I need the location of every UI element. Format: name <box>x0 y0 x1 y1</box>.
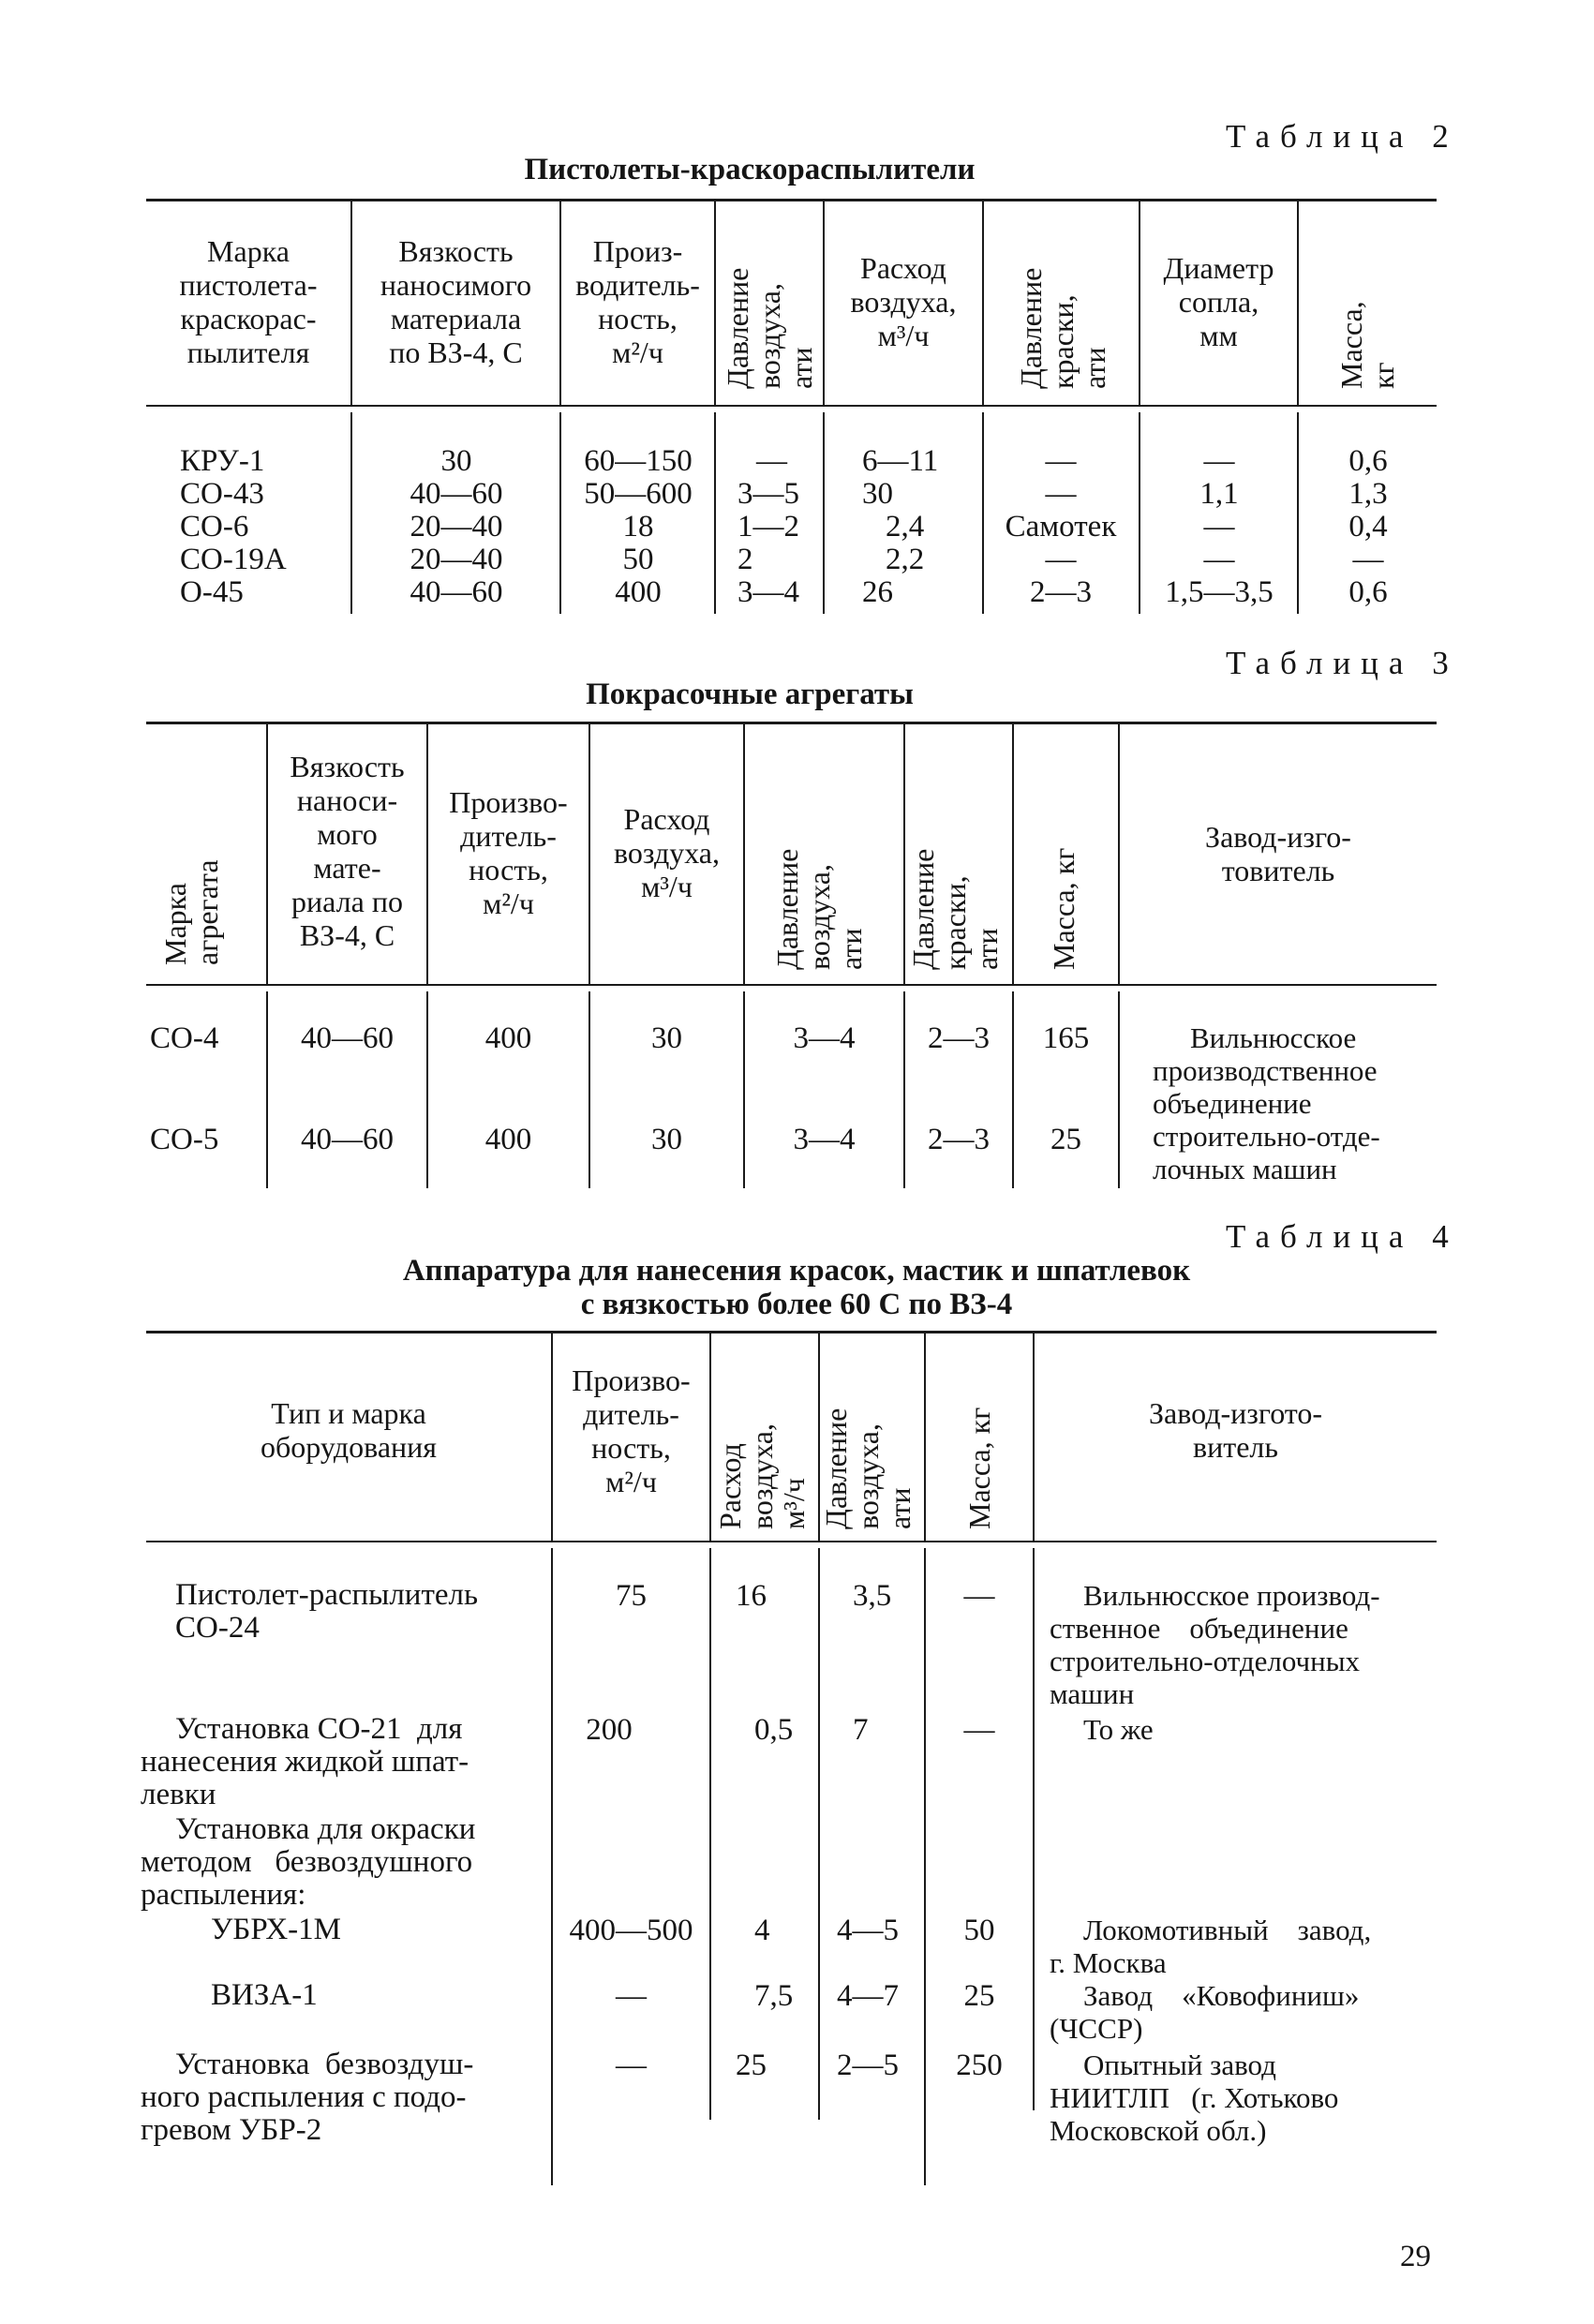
table3-top-rule <box>146 722 1437 724</box>
table2-col-divider <box>559 412 561 614</box>
table3-header-mark: Марка агрегата <box>158 859 224 965</box>
table-cell: 400 <box>615 575 662 609</box>
table-cell: — <box>616 1979 647 2013</box>
table-cell: 40—60 <box>301 1021 394 1055</box>
table-cell: 2—3 <box>928 1021 990 1055</box>
table4-header-rule <box>146 1541 1437 1542</box>
table-cell: 50 <box>622 543 654 576</box>
table3-maker-text: Вильнюсское производственное объединение строительно-отде- лочных машин <box>1153 1021 1380 1185</box>
table-cell: 3—4 <box>737 575 799 609</box>
table-cell: СО-43 <box>180 477 264 511</box>
table2-top-rule <box>146 199 1437 201</box>
table-cell: 18 <box>622 510 654 544</box>
table4-col-divider <box>924 1548 926 2185</box>
table-cell: — <box>756 444 787 478</box>
table3-header-air-flow: Расход воздуха, м³/ч <box>613 802 720 903</box>
table2-col-divider <box>714 412 716 614</box>
table-cell: 40—60 <box>301 1123 394 1156</box>
table4-row-name: УБРХ-1М <box>211 1913 341 1946</box>
table2-header-rule <box>146 405 1437 407</box>
table3-title: Покрасочные агрегаты <box>586 678 914 711</box>
table-cell: 3—4 <box>793 1021 856 1055</box>
table-cell: 3—4 <box>793 1123 856 1156</box>
table-cell: — <box>1045 477 1077 511</box>
table2-col-paint-pressure <box>986 445 1136 609</box>
table4-header-air-pressure: Давление воздуха, ати <box>819 1408 916 1529</box>
table2-header-air-flow: Расход воздуха, м³/ч <box>850 251 957 352</box>
table4-col-divider <box>551 1548 553 2185</box>
table-cell: 25 <box>736 2048 767 2082</box>
table-cell: 2 <box>737 543 753 576</box>
table2-header-air-pressure: Давление воздуха, ати <box>721 267 818 389</box>
table-cell: 2,2 <box>886 543 925 576</box>
page-number: 29 <box>1400 2240 1431 2273</box>
table-cell: 25 <box>1050 1123 1081 1156</box>
table-cell: 1,1 <box>1199 477 1239 511</box>
table3-label: Таблица 3 <box>1226 645 1459 681</box>
table-cell: СО-5 <box>150 1123 219 1156</box>
table-cell: — <box>1203 510 1235 544</box>
table-cell: 1—2 <box>737 510 799 544</box>
table-cell: Самотек <box>1005 510 1117 544</box>
table4-col-divider <box>924 1333 926 1541</box>
table2-col-mark <box>180 445 349 609</box>
table4-row-maker: Локомотивный завод, г. Москва <box>1050 1914 1372 1979</box>
table4-row-maker: Вильнюсское производ- ственное объединение строительно-отделочных машин <box>1050 1579 1380 1710</box>
table-cell: 30 <box>862 477 893 511</box>
table4-header-mass: Масса, кг <box>962 1407 996 1529</box>
table4-col-divider <box>709 1548 711 2120</box>
table3-header-viscosity: Вязкость наноси- мого мате- риала по ВЗ-4, С <box>290 750 405 952</box>
table-cell: СО-19А <box>180 543 287 576</box>
table3-col-divider <box>1118 991 1120 1188</box>
table-cell: 4 <box>754 1914 770 1947</box>
table2-col-divider <box>1297 201 1299 405</box>
table-cell: — <box>963 1713 995 1747</box>
table-cell: 20—40 <box>410 543 503 576</box>
table-cell: 200 <box>586 1713 633 1747</box>
table-cell: — <box>616 2048 647 2082</box>
table-cell: 400 <box>484 1123 532 1156</box>
table-cell: 2,4 <box>886 510 925 544</box>
table-cell: 3—5 <box>737 477 799 511</box>
table4-col-divider <box>709 1333 711 1541</box>
table-cell: 30 <box>651 1123 682 1156</box>
table-cell: 25 <box>963 1979 995 2013</box>
table-cell: 250 <box>956 2048 1003 2082</box>
table4-header-productivity: Произво- дитель- ность, м²/ч <box>572 1363 691 1498</box>
table-cell: СО-6 <box>180 510 249 544</box>
table-cell: 0,6 <box>1348 444 1388 478</box>
table2-title: Пистолеты-краскораспылители <box>524 153 976 186</box>
table3-header-paint-pressure: Давление краски, ати <box>906 848 1004 970</box>
table-cell: — <box>1045 444 1077 478</box>
table-cell: 3,5 <box>853 1579 892 1613</box>
table-cell: 4—7 <box>837 1979 899 2013</box>
table-cell: 16 <box>736 1579 767 1613</box>
table2-col-divider <box>982 412 984 614</box>
table4-header-air-flow: Расход воздуха, м³/ч <box>713 1423 811 1529</box>
table4-top-rule <box>146 1331 1437 1333</box>
table-cell: 50—600 <box>584 477 693 511</box>
table4-title-line2: с вязкостью более 60 С по ВЗ-4 <box>580 1288 1013 1321</box>
table-cell: 60—150 <box>584 444 693 478</box>
table-cell: 2—5 <box>837 2048 899 2082</box>
table4-row-name: ВИЗА-1 <box>211 1978 318 2012</box>
table2-col-divider <box>823 412 825 614</box>
table2-col-divider <box>982 201 984 405</box>
table2-col-mass <box>1303 445 1434 609</box>
table-cell: 30 <box>440 444 472 478</box>
table-cell: — <box>1203 543 1235 576</box>
table2-col-divider <box>1139 412 1140 614</box>
table-cell: 26 <box>862 575 893 609</box>
table-cell: 30 <box>651 1021 682 1055</box>
table4-row-name: Установка СО-21 для нанесения жидкой шпат- левки <box>141 1712 469 1811</box>
table3-col-divider <box>1012 724 1014 984</box>
table4-col-divider <box>1033 1548 1035 2110</box>
table-cell: 75 <box>616 1579 647 1613</box>
table-cell: 7,5 <box>754 1979 794 2013</box>
table2-col-viscosity <box>356 445 557 609</box>
table-cell: 1,3 <box>1348 477 1388 511</box>
table3-col-divider <box>743 724 745 984</box>
table4-row-name: Пистолет-распылитель СО-24 <box>175 1578 479 1645</box>
table-cell: 0,4 <box>1348 510 1388 544</box>
table4-row-name: Установка безвоздуш- ного распыления с подо- гревом УБР-2 <box>141 2048 474 2147</box>
table4-header-maker: Завод-изгото- витель <box>1148 1396 1323 1464</box>
table2-col-air-flow <box>843 445 980 609</box>
table2-col-divider <box>1297 412 1299 614</box>
table2-header-mark: Марка пистолета- краскорас- пылителя <box>179 234 318 369</box>
table3-header-rule <box>146 984 1437 986</box>
table3-header-productivity: Произво- дитель- ность, м²/ч <box>449 785 568 920</box>
table-cell: О-45 <box>180 575 244 609</box>
table3-header-air-pressure: Давление воздуха, ати <box>770 848 868 970</box>
table-cell: 50 <box>963 1914 995 1947</box>
table2-col-productivity <box>564 445 712 609</box>
table-cell: 4—5 <box>837 1914 899 1947</box>
table4-row-maker: Опытный завод НИИТЛП (г. Хотьково Московской обл.) <box>1050 2048 1339 2147</box>
table-cell: 0,6 <box>1348 575 1388 609</box>
table2-col-air-pressure <box>737 445 820 609</box>
table4-col-divider <box>818 1548 820 2120</box>
table2-header-nozzle-diameter: Диаметр сопла, мм <box>1163 251 1274 352</box>
table-cell: 6—11 <box>862 444 939 478</box>
table3-header-maker: Завод-изго- товитель <box>1205 820 1351 887</box>
table2-label: Таблица 2 <box>1226 118 1459 155</box>
table-cell: 20—40 <box>410 510 503 544</box>
table4-label: Таблица 4 <box>1226 1218 1459 1255</box>
table-cell: — <box>1203 444 1235 478</box>
table2-header-mass: Масса, кг <box>1334 301 1400 389</box>
table-cell: 40—60 <box>410 477 503 511</box>
table-cell: СО-4 <box>150 1021 219 1055</box>
table-cell: 0,5 <box>754 1713 794 1747</box>
table-cell: 400—500 <box>569 1914 693 1947</box>
table-cell: 400 <box>484 1021 532 1055</box>
table2-header-paint-pressure: Давление краски, ати <box>1014 267 1111 389</box>
table-cell: 2—3 <box>1030 575 1092 609</box>
table-cell: 40—60 <box>410 575 503 609</box>
table-cell: КРУ-1 <box>180 444 265 478</box>
table-cell: 2—3 <box>928 1123 990 1156</box>
table2-col-nozzle-diameter <box>1143 445 1295 609</box>
table4-row-maker: То же <box>1083 1713 1154 1746</box>
table-cell: 7 <box>853 1713 869 1747</box>
table3-col-divider <box>903 724 905 984</box>
table2-col-divider <box>714 201 716 405</box>
table4-header-type: Тип и марка оборудования <box>261 1396 437 1464</box>
table2-header-viscosity: Вязкость наносимого материала по ВЗ-4, С <box>380 234 532 369</box>
table-cell: 1,5—3,5 <box>1165 575 1274 609</box>
table-cell: — <box>963 1579 995 1613</box>
table4-row-maker: Завод «Ковофиниш» (ЧССР) <box>1050 1979 1360 2045</box>
table-cell: 165 <box>1042 1021 1090 1055</box>
table-cell: — <box>1352 543 1384 576</box>
table4-title-line1: Аппаратура для нанесения красок, мастик и шпатлевок <box>402 1254 1191 1288</box>
table-cell: — <box>1045 543 1077 576</box>
table4-row-name: Установка для окраски методом безвоздушного распыления: <box>141 1812 476 1912</box>
table3-header-mass: Масса, кг <box>1047 847 1080 970</box>
table2-col-divider <box>350 412 352 614</box>
table2-header-productivity: Произ- водитель- ность, м²/ч <box>575 234 700 369</box>
